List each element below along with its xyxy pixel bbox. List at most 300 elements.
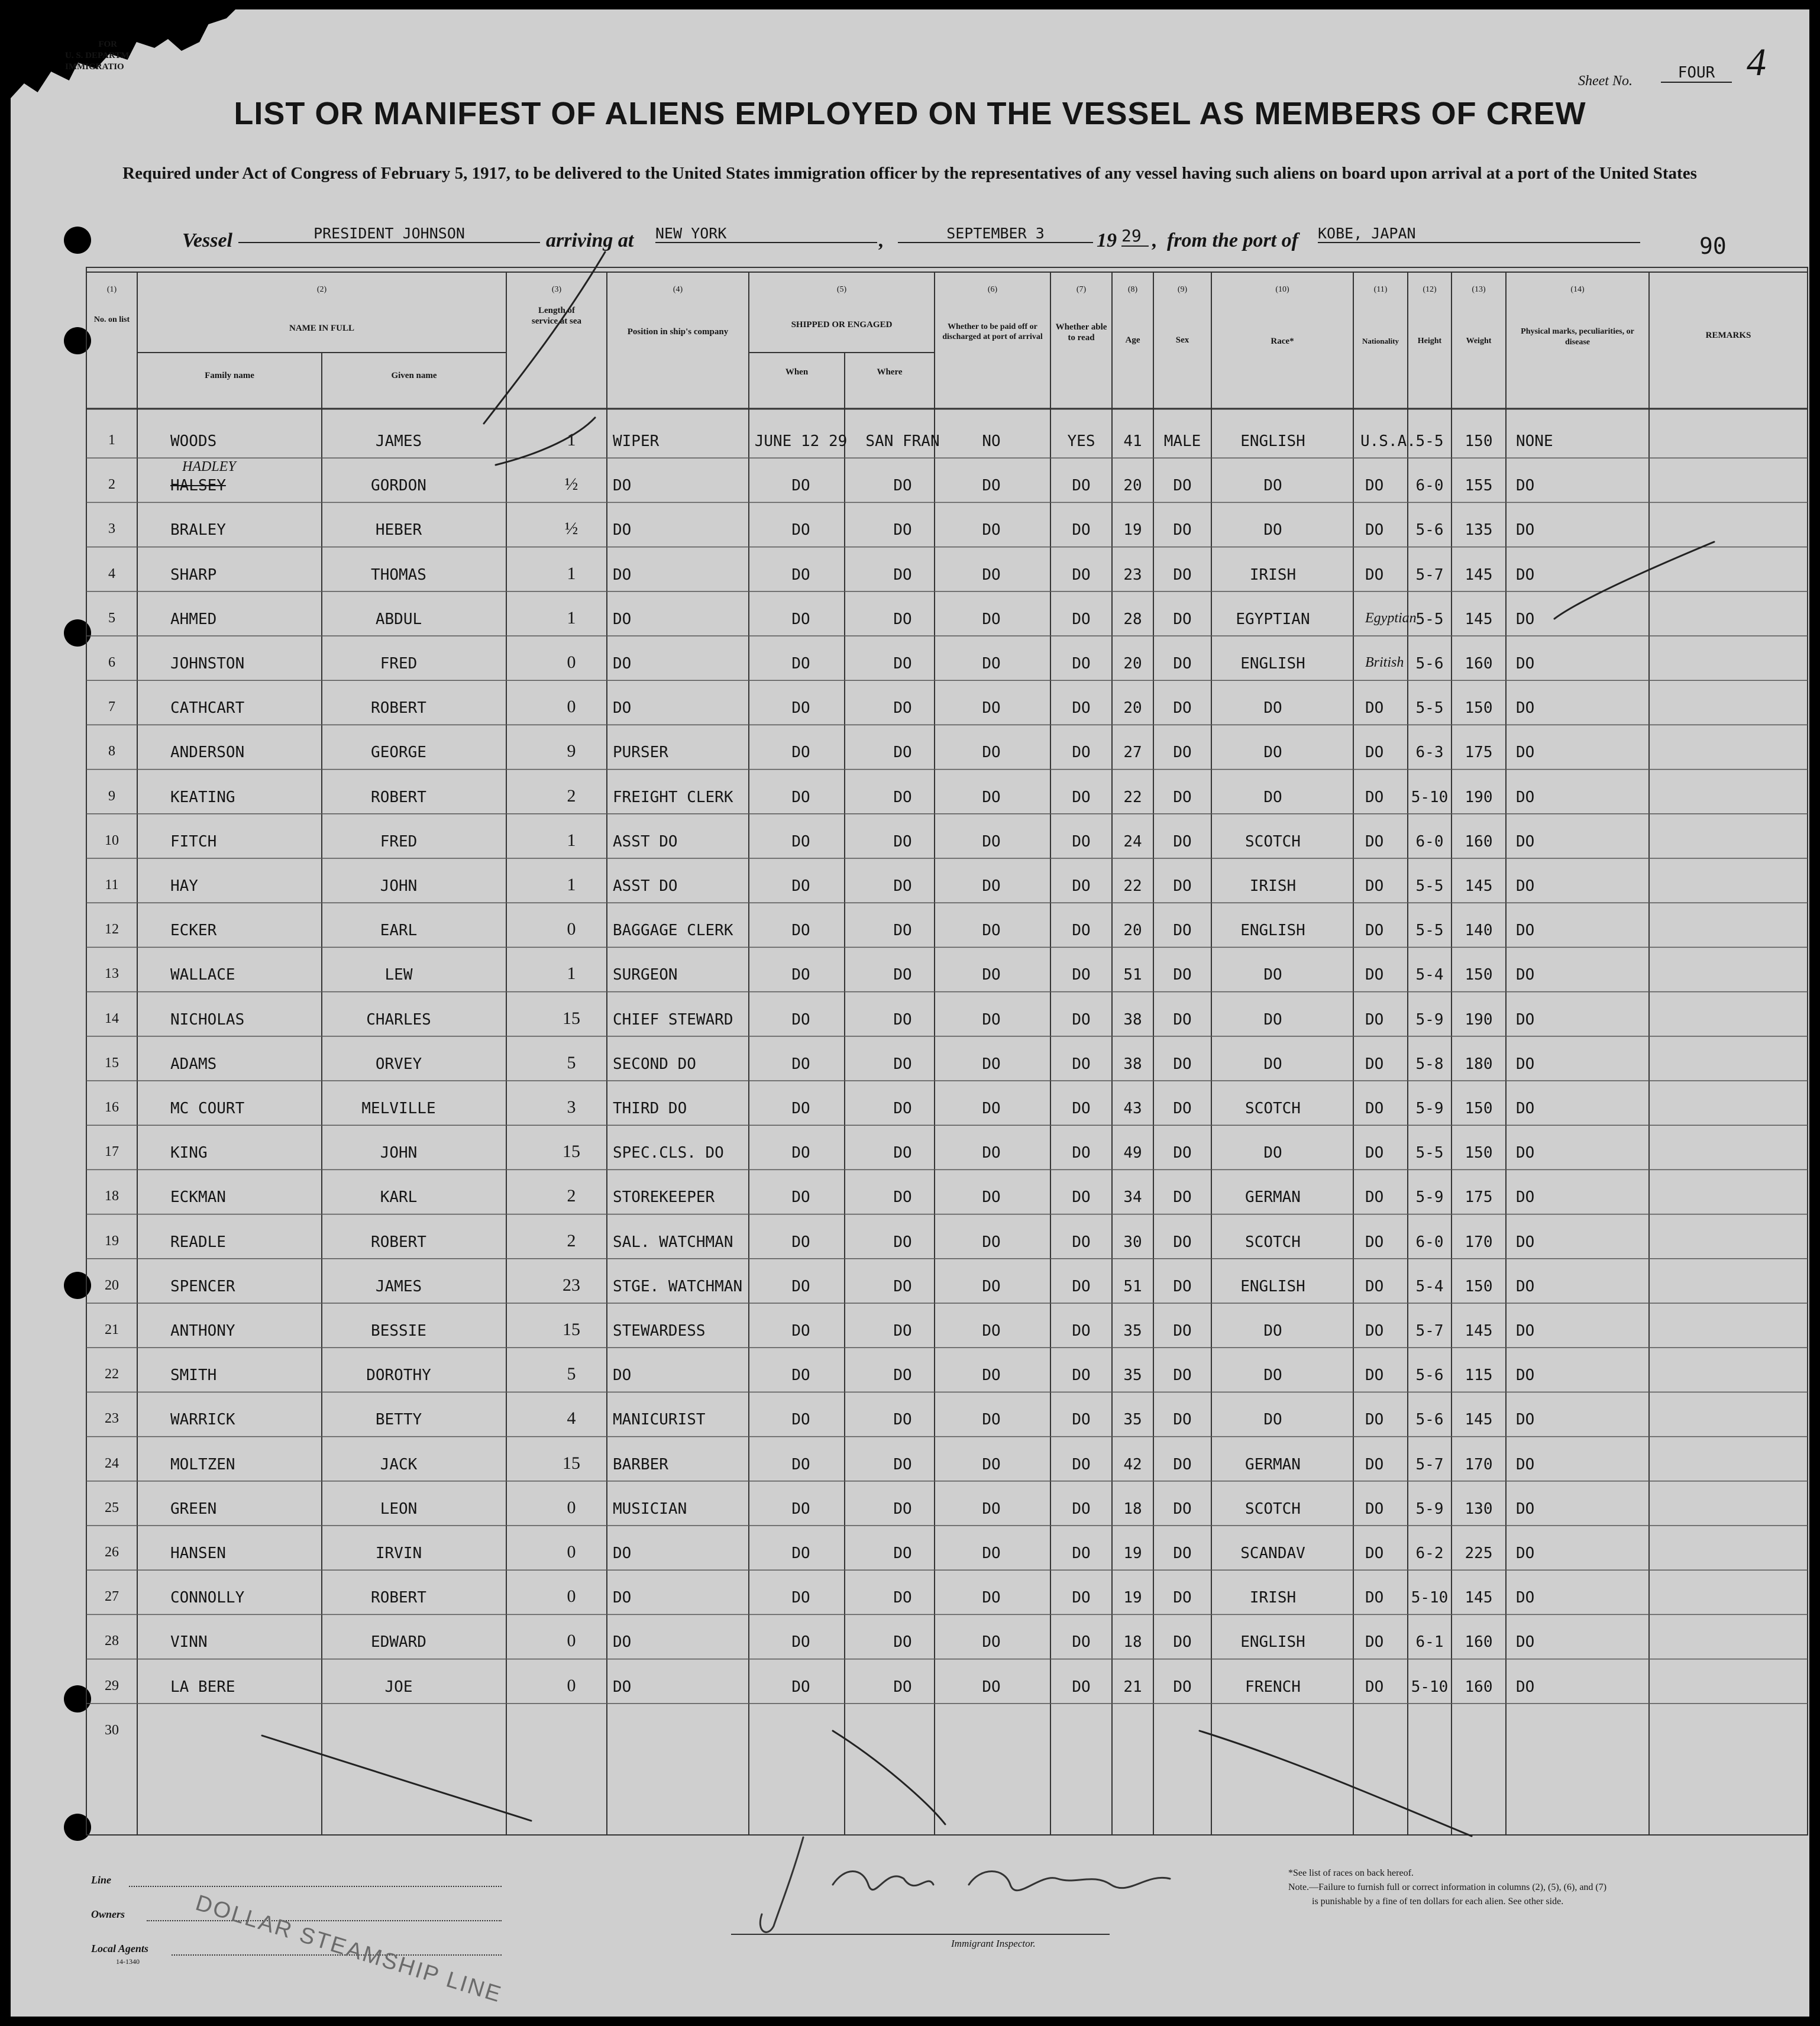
paid-off: DO bbox=[982, 1455, 1001, 1474]
position: DO bbox=[613, 699, 632, 718]
given-name: ROBERT bbox=[371, 699, 426, 718]
row-number: 8 bbox=[108, 744, 115, 760]
position: WIPER bbox=[613, 432, 660, 450]
able-to-read: DO bbox=[1072, 610, 1091, 628]
sex: DO bbox=[1173, 1633, 1192, 1652]
position: CHIEF STEWARD bbox=[613, 1010, 733, 1029]
physical-marks: DO bbox=[1516, 521, 1535, 539]
shipped-when: DO bbox=[791, 610, 810, 628]
paid-off: DO bbox=[982, 477, 1001, 495]
age: 35 bbox=[1123, 1366, 1142, 1385]
shipped-when: DO bbox=[791, 1366, 810, 1385]
service-length: 15 bbox=[563, 1008, 580, 1028]
age: 24 bbox=[1123, 832, 1142, 851]
age: 35 bbox=[1123, 1411, 1142, 1429]
paid-off: DO bbox=[982, 966, 1001, 984]
given-name: LEON bbox=[380, 1500, 418, 1518]
paid-off: DO bbox=[982, 1100, 1001, 1117]
height: 5-6 bbox=[1415, 521, 1444, 539]
paid-off: DO bbox=[982, 566, 1001, 584]
able-to-read: DO bbox=[1072, 699, 1091, 718]
service-length: 1 bbox=[567, 563, 576, 583]
nationality: DO bbox=[1365, 1678, 1384, 1696]
physical-marks: DO bbox=[1516, 1100, 1535, 1117]
weight: 150 bbox=[1465, 966, 1493, 984]
nationality: DO bbox=[1365, 1010, 1384, 1029]
vessel-label: Vessel bbox=[182, 230, 232, 251]
sex: DO bbox=[1173, 788, 1192, 806]
race: ENGLISH bbox=[1240, 922, 1305, 940]
height: 5-10 bbox=[1411, 1589, 1449, 1607]
position: BARBER bbox=[613, 1455, 668, 1474]
paid-off: DO bbox=[982, 610, 1001, 628]
row-number: 29 bbox=[105, 1678, 119, 1694]
paid-off: DO bbox=[982, 1277, 1001, 1295]
shipped-where: DO bbox=[893, 1544, 912, 1562]
family-name: KEATING bbox=[170, 788, 235, 806]
age: 28 bbox=[1123, 610, 1142, 628]
height: 6-0 bbox=[1415, 1233, 1444, 1251]
position: DO bbox=[613, 521, 632, 539]
row-number: 25 bbox=[105, 1500, 119, 1516]
nationality: DO bbox=[1365, 1188, 1384, 1207]
race: DO bbox=[1263, 699, 1282, 718]
height: 6-1 bbox=[1415, 1633, 1444, 1652]
weight: 145 bbox=[1465, 1411, 1493, 1429]
sex: DO bbox=[1173, 1233, 1192, 1251]
service-length: 1 bbox=[567, 830, 576, 850]
height: 5-9 bbox=[1415, 1100, 1444, 1117]
able-to-read: DO bbox=[1072, 966, 1091, 984]
arriving-label: arriving at bbox=[546, 230, 634, 251]
able-to-read: DO bbox=[1072, 922, 1091, 940]
age: 21 bbox=[1123, 1678, 1142, 1696]
row-number: 14 bbox=[105, 1010, 119, 1026]
age: 38 bbox=[1123, 1055, 1142, 1073]
service-length: 23 bbox=[563, 1275, 580, 1295]
family-name: MC COURT bbox=[170, 1100, 245, 1117]
shipped-when: DO bbox=[791, 566, 810, 584]
paid-off: NO bbox=[982, 432, 1001, 450]
col-header-where: Where bbox=[877, 367, 903, 377]
shipped-where: DO bbox=[893, 744, 912, 762]
service-length: 1 bbox=[567, 430, 576, 450]
given-name: FRED bbox=[380, 655, 418, 673]
weight: 170 bbox=[1465, 1233, 1493, 1251]
nationality: DO bbox=[1365, 566, 1384, 584]
shipped-where: DO bbox=[893, 1455, 912, 1474]
paid-off: DO bbox=[982, 1144, 1001, 1162]
able-to-read: DO bbox=[1072, 877, 1091, 895]
service-length: ½ bbox=[564, 474, 578, 495]
race: SCANDAV bbox=[1240, 1544, 1305, 1562]
nationality: DO bbox=[1365, 922, 1384, 940]
col-header-read: Whether able to read bbox=[1055, 322, 1107, 342]
given-name: FRED bbox=[380, 832, 418, 851]
nationality: DO bbox=[1365, 788, 1384, 806]
shipped-when: DO bbox=[791, 1678, 810, 1696]
paid-off: DO bbox=[982, 655, 1001, 673]
family-name: AHMED bbox=[170, 610, 217, 628]
service-length: 4 bbox=[567, 1408, 576, 1429]
service-length: 5 bbox=[567, 1052, 576, 1072]
race: DO bbox=[1263, 1366, 1282, 1385]
shipped-when: DO bbox=[791, 922, 810, 940]
year-prefix: 19 bbox=[1097, 230, 1117, 251]
shipped-when: DO bbox=[791, 744, 810, 762]
height: 5-5 bbox=[1415, 922, 1444, 940]
physical-marks: DO bbox=[1516, 832, 1535, 851]
service-length: 0 bbox=[567, 1631, 576, 1651]
page-mark: 4 bbox=[1747, 41, 1766, 84]
able-to-read: DO bbox=[1072, 521, 1091, 539]
position: DO bbox=[613, 610, 632, 628]
race: DO bbox=[1263, 788, 1282, 806]
family-name: READLE bbox=[170, 1233, 226, 1251]
weight: 150 bbox=[1465, 432, 1493, 450]
race: IRISH bbox=[1249, 877, 1297, 895]
physical-marks: DO bbox=[1516, 1500, 1535, 1518]
footer-owners-label: Owners bbox=[91, 1908, 125, 1920]
arriving-port: NEW YORK bbox=[655, 225, 877, 243]
family-name: WOODS bbox=[170, 432, 217, 450]
given-name: JAMES bbox=[375, 1277, 422, 1295]
position: STOREKEEPER bbox=[613, 1188, 715, 1207]
row-number: 5 bbox=[108, 610, 115, 626]
family-name: ANDERSON bbox=[170, 744, 245, 762]
physical-marks: DO bbox=[1516, 1188, 1535, 1207]
race: ENGLISH bbox=[1240, 1277, 1305, 1295]
physical-marks: DO bbox=[1516, 1277, 1535, 1295]
age: 19 bbox=[1123, 521, 1142, 539]
age: 30 bbox=[1123, 1233, 1142, 1251]
age: 18 bbox=[1123, 1633, 1142, 1652]
age: 27 bbox=[1123, 744, 1142, 762]
page-subtitle: Required under Act of Congress of February 5, 1917, to be delivered to the United States immigration officer by the representatives of any vessel having such aliens on board upon arrival at a port of the United States bbox=[122, 164, 1697, 183]
form-dept-line2: U. S. DEPARTM bbox=[65, 51, 130, 60]
col-header-no: No. on list bbox=[93, 315, 130, 324]
position: ASST DO bbox=[613, 832, 678, 851]
shipped-when: DO bbox=[791, 966, 810, 984]
given-name: ROBERT bbox=[371, 788, 426, 806]
nationality: DO bbox=[1365, 1366, 1384, 1385]
weight: 160 bbox=[1465, 1678, 1493, 1696]
shipped-when: DO bbox=[791, 655, 810, 673]
shipped-where: DO bbox=[893, 788, 912, 806]
row-number: 18 bbox=[105, 1188, 119, 1204]
service-length: 1 bbox=[567, 875, 576, 894]
from-port: KOBE, JAPAN bbox=[1318, 225, 1640, 243]
col-header-given: Given name bbox=[391, 371, 437, 380]
physical-marks: DO bbox=[1516, 966, 1535, 984]
height: 5-10 bbox=[1411, 788, 1449, 806]
physical-marks: DO bbox=[1516, 1055, 1535, 1073]
paid-off: DO bbox=[982, 1233, 1001, 1251]
paid-off: DO bbox=[982, 1055, 1001, 1073]
able-to-read: DO bbox=[1072, 1188, 1091, 1207]
able-to-read: DO bbox=[1072, 1277, 1091, 1295]
shipped-when: DO bbox=[791, 788, 810, 806]
col-header-remarks: REMARKS bbox=[1705, 331, 1751, 340]
service-length: 0 bbox=[567, 1675, 576, 1695]
weight: 150 bbox=[1465, 1100, 1493, 1117]
given-name: JAMES bbox=[375, 432, 422, 450]
race: IRISH bbox=[1249, 566, 1297, 584]
given-name: JOHN bbox=[380, 877, 418, 895]
sex: DO bbox=[1173, 1144, 1192, 1162]
given-name: GEORGE bbox=[371, 744, 426, 762]
position: DO bbox=[613, 1544, 632, 1562]
service-length: 5 bbox=[567, 1364, 576, 1384]
physical-marks: DO bbox=[1516, 1544, 1535, 1562]
nationality: DO bbox=[1365, 1500, 1384, 1518]
arrival-date: SEPTEMBER 3 bbox=[898, 225, 1093, 243]
age: 51 bbox=[1123, 966, 1142, 984]
height: 5-6 bbox=[1415, 1366, 1444, 1385]
note-races: *See list of races on back hereof. bbox=[1288, 1868, 1414, 1878]
physical-marks: DO bbox=[1516, 655, 1535, 673]
service-length: 0 bbox=[567, 919, 576, 939]
able-to-read: DO bbox=[1072, 1055, 1091, 1073]
race: SCOTCH bbox=[1245, 1500, 1301, 1518]
weight: 160 bbox=[1465, 832, 1493, 851]
shipped-where: DO bbox=[893, 1188, 912, 1207]
race: SCOTCH bbox=[1245, 1233, 1301, 1251]
given-name: THOMAS bbox=[371, 566, 426, 584]
handwritten-marks bbox=[11, 9, 1809, 2017]
nationality: DO bbox=[1365, 1544, 1384, 1562]
weight: 130 bbox=[1465, 1500, 1493, 1518]
given-name: BESSIE bbox=[371, 1322, 426, 1340]
shipped-where: DO bbox=[893, 832, 912, 851]
position: ASST DO bbox=[613, 877, 678, 895]
height: 5-7 bbox=[1415, 1322, 1444, 1340]
paid-off: DO bbox=[982, 1411, 1001, 1429]
given-name: LEW bbox=[384, 966, 413, 984]
paid-off: DO bbox=[982, 832, 1001, 851]
able-to-read: DO bbox=[1072, 832, 1091, 851]
shipped-where: DO bbox=[893, 1678, 912, 1696]
col-header-family: Family name bbox=[205, 371, 254, 380]
age: 19 bbox=[1123, 1544, 1142, 1562]
sex: DO bbox=[1173, 477, 1192, 495]
row-number: 17 bbox=[105, 1144, 119, 1160]
position: DO bbox=[613, 1366, 632, 1385]
note-penalty-1: Note.—Failure to furnish full or correct information in columns (2), (5), (6), and (7) bbox=[1288, 1882, 1607, 1892]
weight: 175 bbox=[1465, 744, 1493, 762]
row-number: 27 bbox=[105, 1589, 119, 1605]
race: IRISH bbox=[1249, 1589, 1297, 1607]
position: FREIGHT CLERK bbox=[613, 788, 733, 806]
able-to-read: DO bbox=[1072, 1100, 1091, 1117]
nationality: DO bbox=[1365, 1144, 1384, 1162]
position: DO bbox=[613, 655, 632, 673]
nationality: DO bbox=[1365, 1411, 1384, 1429]
height: 5-5 bbox=[1415, 432, 1444, 450]
shipped-where: DO bbox=[893, 477, 912, 495]
weight: 155 bbox=[1465, 477, 1493, 495]
position: BAGGAGE CLERK bbox=[613, 922, 733, 940]
form-number: 14-1340 bbox=[116, 1957, 140, 1966]
paid-off: DO bbox=[982, 1544, 1001, 1562]
age: 19 bbox=[1123, 1589, 1142, 1607]
nationality: DO bbox=[1365, 1455, 1384, 1474]
physical-marks: DO bbox=[1516, 1366, 1535, 1385]
height: 5-6 bbox=[1415, 655, 1444, 673]
nationality: DO bbox=[1365, 877, 1384, 895]
row-number: 24 bbox=[105, 1455, 119, 1471]
shipped-when: DO bbox=[791, 477, 810, 495]
position: DO bbox=[613, 1589, 632, 1607]
weight: 150 bbox=[1465, 1277, 1493, 1295]
service-length: 15 bbox=[563, 1453, 580, 1473]
able-to-read: DO bbox=[1072, 1589, 1091, 1607]
sheet-no-label: Sheet No. bbox=[1578, 73, 1632, 89]
family-name: ECKER bbox=[170, 922, 217, 940]
paid-off: DO bbox=[982, 744, 1001, 762]
service-length: 15 bbox=[563, 1320, 580, 1339]
weight: 135 bbox=[1465, 521, 1493, 539]
position: STGE. WATCHMAN bbox=[613, 1277, 743, 1295]
physical-marks: DO bbox=[1516, 1589, 1535, 1607]
race: DO bbox=[1263, 1010, 1282, 1029]
physical-marks: DO bbox=[1516, 1144, 1535, 1162]
col-header-shipped: SHIPPED OR ENGAGED bbox=[791, 320, 893, 329]
paid-off: DO bbox=[982, 1188, 1001, 1207]
shipped-where: DO bbox=[893, 1411, 912, 1429]
age: 18 bbox=[1123, 1500, 1142, 1518]
race: GERMAN bbox=[1245, 1188, 1301, 1207]
family-name: LA BERE bbox=[170, 1678, 235, 1696]
given-name: JOHN bbox=[380, 1144, 418, 1162]
shipped-where: DO bbox=[893, 1055, 912, 1073]
shipped-where: DO bbox=[893, 1589, 912, 1607]
note-penalty-2: is punishable by a fine of ten dollars for each alien. See other side. bbox=[1312, 1896, 1564, 1907]
position: SAL. WATCHMAN bbox=[613, 1233, 733, 1251]
sex: DO bbox=[1173, 1500, 1192, 1518]
family-name: CONNOLLY bbox=[170, 1589, 245, 1607]
sex: DO bbox=[1173, 877, 1192, 895]
physical-marks: DO bbox=[1516, 744, 1535, 762]
height: 6-2 bbox=[1415, 1544, 1444, 1562]
position: DO bbox=[613, 1678, 632, 1696]
shipped-where: DO bbox=[893, 610, 912, 628]
shipped-where: DO bbox=[893, 1277, 912, 1295]
family-name: ANTHONY bbox=[170, 1322, 235, 1340]
family-name: SMITH bbox=[170, 1366, 217, 1385]
shipped-when: DO bbox=[791, 877, 810, 895]
row-number: 4 bbox=[108, 566, 115, 581]
weight: 145 bbox=[1465, 566, 1493, 584]
height: 5-5 bbox=[1415, 699, 1444, 718]
race: DO bbox=[1263, 744, 1282, 762]
family-name: HANSEN bbox=[170, 1544, 226, 1562]
shipped-where: DO bbox=[893, 1633, 912, 1652]
age: 20 bbox=[1123, 922, 1142, 940]
able-to-read: DO bbox=[1072, 1500, 1091, 1518]
age: 38 bbox=[1123, 1010, 1142, 1029]
sex: DO bbox=[1173, 966, 1192, 984]
family-name: HAY bbox=[170, 877, 198, 895]
able-to-read: DO bbox=[1072, 1544, 1091, 1562]
physical-marks: DO bbox=[1516, 1322, 1535, 1340]
height: 6-0 bbox=[1415, 477, 1444, 495]
age: 20 bbox=[1123, 655, 1142, 673]
shipped-where: DO bbox=[893, 1100, 912, 1117]
given-name: ROBERT bbox=[371, 1589, 426, 1607]
row-number: 30 bbox=[105, 1722, 119, 1738]
race: SCOTCH bbox=[1245, 1100, 1301, 1117]
col-header-height: Height bbox=[1417, 337, 1442, 345]
able-to-read: DO bbox=[1072, 1233, 1091, 1251]
given-name: GORDON bbox=[371, 477, 426, 495]
height: 6-0 bbox=[1415, 832, 1444, 851]
from-port-label: from the port of bbox=[1167, 230, 1298, 251]
physical-marks: DO bbox=[1516, 1411, 1535, 1429]
physical-marks: DO bbox=[1516, 1233, 1535, 1251]
position: SECOND DO bbox=[613, 1055, 696, 1073]
col-header-weight: Weight bbox=[1466, 337, 1492, 345]
sex: DO bbox=[1173, 566, 1192, 584]
paid-off: DO bbox=[982, 922, 1001, 940]
nationality: DO bbox=[1365, 744, 1384, 762]
nationality: DO bbox=[1365, 1055, 1384, 1073]
service-length: 9 bbox=[567, 741, 576, 761]
row-number: 9 bbox=[108, 788, 115, 804]
family-name: JOHNSTON bbox=[170, 655, 245, 673]
sex: DO bbox=[1173, 610, 1192, 628]
race: ENGLISH bbox=[1240, 655, 1305, 673]
height: 5-4 bbox=[1415, 1277, 1444, 1295]
row-number: 22 bbox=[105, 1366, 119, 1382]
weight: 140 bbox=[1465, 922, 1493, 940]
col-header-name: NAME IN FULL bbox=[289, 324, 354, 333]
paid-off: DO bbox=[982, 1500, 1001, 1518]
physical-marks: DO bbox=[1516, 610, 1535, 628]
service-length: 2 bbox=[567, 786, 576, 806]
position: SPEC.CLS. DO bbox=[613, 1144, 724, 1162]
able-to-read: DO bbox=[1072, 655, 1091, 673]
given-name: BETTY bbox=[375, 1411, 422, 1429]
physical-marks: DO bbox=[1516, 477, 1535, 495]
sex: DO bbox=[1173, 1455, 1192, 1474]
sex: DO bbox=[1173, 521, 1192, 539]
paid-off: DO bbox=[982, 1010, 1001, 1029]
paid-off: DO bbox=[982, 1633, 1001, 1652]
col-header-nationality: Nationality bbox=[1362, 337, 1399, 345]
physical-marks: DO bbox=[1516, 922, 1535, 940]
age: 41 bbox=[1123, 432, 1142, 450]
shipped-where: DO bbox=[893, 922, 912, 940]
family-name: KING bbox=[170, 1144, 208, 1162]
given-name: MELVILLE bbox=[361, 1100, 436, 1117]
sex: DO bbox=[1173, 1322, 1192, 1340]
physical-marks: DO bbox=[1516, 1455, 1535, 1474]
paid-off: DO bbox=[982, 699, 1001, 718]
given-name: JACK bbox=[380, 1455, 418, 1474]
height: 5-5 bbox=[1415, 610, 1444, 628]
height: 5-8 bbox=[1415, 1055, 1444, 1073]
weight: 225 bbox=[1465, 1544, 1493, 1562]
shipped-when: DO bbox=[791, 521, 810, 539]
shipped-when: DO bbox=[791, 1277, 810, 1295]
weight: 145 bbox=[1465, 877, 1493, 895]
physical-marks: DO bbox=[1516, 788, 1535, 806]
sex: DO bbox=[1173, 1589, 1192, 1607]
age: 49 bbox=[1123, 1144, 1142, 1162]
shipped-when: DO bbox=[791, 1010, 810, 1029]
able-to-read: DO bbox=[1072, 744, 1091, 762]
